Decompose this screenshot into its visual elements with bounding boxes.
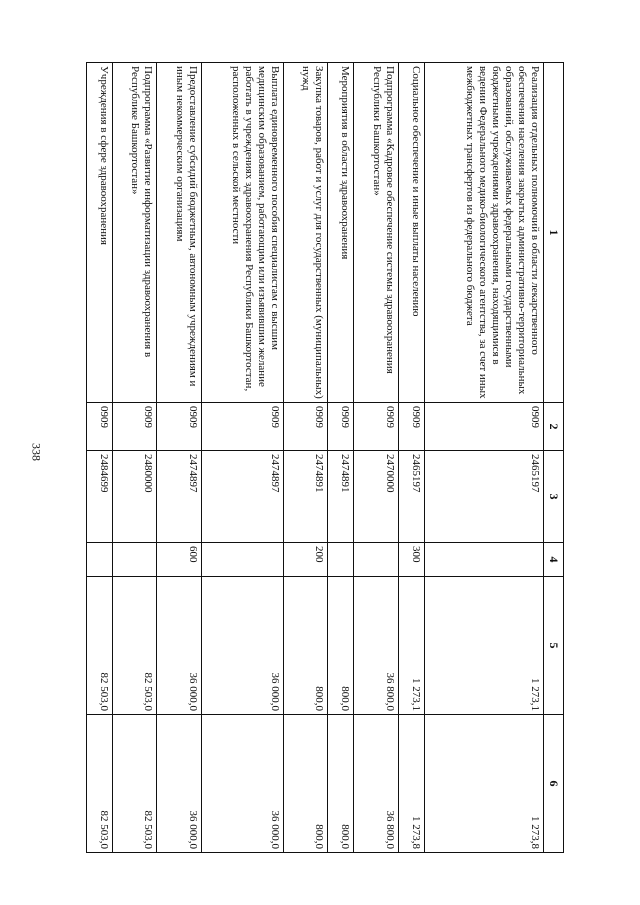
- table-row: [398, 63, 424, 853]
- rotated-page-content: [86, 62, 564, 852]
- type-code: 600: [157, 543, 202, 577]
- table-header-row: [544, 63, 564, 853]
- column-header: 6: [544, 715, 564, 853]
- amount-value: 36 000,0: [157, 577, 202, 715]
- section-code: 0909: [354, 403, 399, 451]
- total-value: 36 000,0: [157, 715, 202, 853]
- table-row: [354, 63, 399, 853]
- section-code: 0909: [112, 403, 157, 451]
- total-value: 800,0: [328, 715, 354, 853]
- total-value: 800,0: [283, 715, 328, 853]
- target-code: 2474897: [202, 451, 284, 543]
- type-code: [112, 543, 157, 577]
- table-row: [283, 63, 328, 853]
- row-name: Подпрограмма «Развитие информатизации здравоохранения в Республике Башкортостан»: [112, 63, 157, 403]
- target-code: 2474891: [283, 451, 328, 543]
- page-number: 338: [29, 443, 44, 461]
- section-code: 0909: [157, 403, 202, 451]
- target-code: 2480000: [112, 451, 157, 543]
- row-name: Предоставление субсидий бюджетным, автономным учреждениям и иным некоммерческим организациям: [157, 63, 202, 403]
- row-name: Подпрограмма «Кадровое обеспечение системы здравоохранения Республики Башкортостан»: [354, 63, 399, 403]
- amount-value: 36 000,0: [202, 577, 284, 715]
- target-code: 2465197: [398, 451, 424, 543]
- total-value: 1 273,8: [424, 715, 543, 853]
- budget-table: [86, 62, 564, 853]
- total-value: 82 503,0: [112, 715, 157, 853]
- type-code: [202, 543, 284, 577]
- total-value: 1 273,8: [398, 715, 424, 853]
- amount-value: 800,0: [283, 577, 328, 715]
- section-code: 0909: [328, 403, 354, 451]
- total-value: 36 000,0: [202, 715, 284, 853]
- type-code: [328, 543, 354, 577]
- row-name: Закупка товаров, работ и услуг для государственных (муниципальных) нужд: [283, 63, 328, 403]
- target-code: 2474897: [157, 451, 202, 543]
- table-row: [424, 63, 543, 853]
- target-code: 2465197: [424, 451, 543, 543]
- section-code: 0909: [202, 403, 284, 451]
- column-header: 5: [544, 577, 564, 715]
- section-code: 0909: [424, 403, 543, 451]
- type-code: [87, 543, 113, 577]
- section-code: 0909: [283, 403, 328, 451]
- column-header: 2: [544, 403, 564, 451]
- row-name: Выплата единовременного пособия специалистам с высшим медицинским образованием, работающим или изъявившим желание работать в учреждениях здравоохранения Республики Башкортостан, расположенных в сельской местности: [202, 63, 284, 403]
- type-code: 300: [398, 543, 424, 577]
- target-code: 2484699: [87, 451, 113, 543]
- section-code: 0909: [398, 403, 424, 451]
- section-code: 0909: [87, 403, 113, 451]
- total-value: 36 800,0: [354, 715, 399, 853]
- column-header: 3: [544, 451, 564, 543]
- table-row: [202, 63, 284, 853]
- column-header: 1: [544, 63, 564, 403]
- row-name: Реализация отдельных полномочий в области лекарственного обеспечения населения закрытых административно-территориальных образований, обслуживаемых федеральными государственными бюджетными учреждениями здравоохранения, находящимися в ведении Федерального медико-биологического агентства, за счет иных межбюджетных трансфертов из федерального бюджета: [424, 63, 543, 403]
- table-row: [157, 63, 202, 853]
- budget-table-container: [86, 62, 564, 852]
- row-name: Социальное обеспечение и иные выплаты населению: [398, 63, 424, 403]
- table-row: [328, 63, 354, 853]
- type-code: [424, 543, 543, 577]
- type-code: [354, 543, 399, 577]
- amount-value: 82 503,0: [112, 577, 157, 715]
- type-code: 200: [283, 543, 328, 577]
- amount-value: 1 273,1: [424, 577, 543, 715]
- amount-value: 36 800,0: [354, 577, 399, 715]
- row-name: Учреждения в сфере здравоохранения: [87, 63, 113, 403]
- row-name: Мероприятия в области здравоохранения: [328, 63, 354, 403]
- column-header: 4: [544, 543, 564, 577]
- table-row: [112, 63, 157, 853]
- table-row: [87, 63, 113, 853]
- target-code: 2470000: [354, 451, 399, 543]
- amount-value: 82 503,0: [87, 577, 113, 715]
- amount-value: 800,0: [328, 577, 354, 715]
- total-value: 82 503,0: [87, 715, 113, 853]
- amount-value: 1 273,1: [398, 577, 424, 715]
- target-code: 2474891: [328, 451, 354, 543]
